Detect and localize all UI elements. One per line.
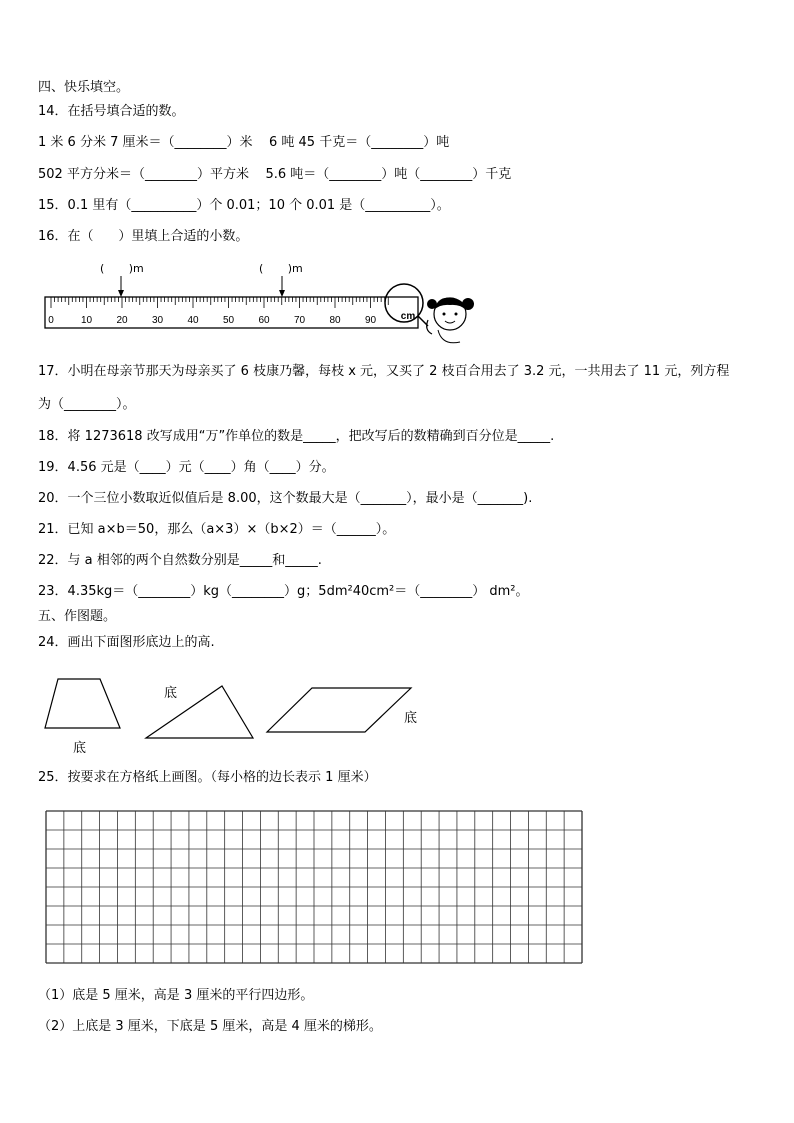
question-18: 18．将 1273618 改写成用“万”作单位的数是_____，把改写后的数精确到百分位是_____. xyxy=(38,429,555,444)
question-24-title: 24．画出下面图形底边上的高. xyxy=(38,635,215,650)
question-24-shapes xyxy=(0,660,794,760)
trapezoid-shape xyxy=(45,679,120,728)
ruler-figure xyxy=(0,0,794,360)
ruler-tick-label: 50 xyxy=(222,315,235,326)
ruler-tick-label: 70 xyxy=(293,315,306,326)
question-20: 20．一个三位小数取近似值后是 8.00，这个数最大是（_______），最小是（_______). xyxy=(38,491,533,506)
question-17-line-1: 17．小明在母亲节那天为母亲买了 6 枝康乃馨，每枝 x 元，又买了 2 枝百合用去了 3.2 元，一共用去了 11 元，列方程 xyxy=(38,364,730,379)
grid-paper xyxy=(45,810,585,966)
question-14-title: 14．在括号填合适的数。 xyxy=(38,104,185,119)
question-15: 15．0.1 里有（__________）个 0.01；10 个 0.01 是（__________）。 xyxy=(38,198,450,213)
pointer-arrow-head xyxy=(279,290,285,297)
pointer-arrow-head xyxy=(118,290,124,297)
ruler-tick-label: 80 xyxy=(329,315,341,326)
question-25-item-2: （2）上底是 3 厘米，下底是 5 厘米，高是 4 厘米的梯形。 xyxy=(38,1019,382,1034)
ruler-pointer-label-2: ( )m xyxy=(259,262,303,275)
ruler-pointer-label-1: ( )m xyxy=(100,262,144,275)
ruler-unit-label: cm xyxy=(400,311,416,322)
question-16: 16．在（ ）里填上合适的小数。 xyxy=(38,229,249,244)
ruler-tick-label: 40 xyxy=(187,315,199,326)
ruler-tick-label: 0 xyxy=(48,315,54,326)
question-23: 23．4.35kg＝（________）kg（________）g；5dm²40cm²＝（________） dm²。 xyxy=(38,584,529,599)
ruler-tick-label: 20 xyxy=(116,315,128,326)
girl-illustration xyxy=(420,290,476,348)
ruler-tick-label: 10 xyxy=(80,315,93,326)
parallelogram-base-label: 底 xyxy=(404,711,418,726)
parallelogram-shape xyxy=(267,688,411,732)
question-21: 21．已知 a×b＝50，那么（a×3）×（b×2）＝（______）。 xyxy=(38,522,396,537)
question-17-line-2: 为（________）。 xyxy=(38,397,136,412)
question-25-title: 25．按要求在方格纸上画图。（每小格的边长表示 1 厘米） xyxy=(38,770,377,785)
question-14-line-1: 1 米 6 分米 7 厘米＝（________）米 6 吨 45 千克＝（________）吨 xyxy=(38,135,450,150)
ruler-tick-label: 60 xyxy=(258,315,270,326)
section-4-title: 四、快乐填空。 xyxy=(38,80,130,95)
ruler-tick-label: 30 xyxy=(151,315,164,326)
question-22: 22．与 a 相邻的两个自然数分别是_____和_____. xyxy=(38,553,322,568)
ruler-tick-label: 90 xyxy=(364,315,377,326)
triangle-base-label: 底 xyxy=(164,686,178,701)
section-5-title: 五、作图题。 xyxy=(38,609,117,624)
question-25-item-1: （1）底是 5 厘米，高是 3 厘米的平行四边形。 xyxy=(38,988,314,1003)
trapezoid-base-label: 底 xyxy=(73,741,87,756)
question-19: 19．4.56 元是（____）元（____）角（____）分。 xyxy=(38,460,335,475)
triangle-shape xyxy=(146,686,253,738)
question-14-line-2: 502 平方分米＝（________）平方米 5.6 吨＝（________）吨（________）千克 xyxy=(38,167,512,182)
